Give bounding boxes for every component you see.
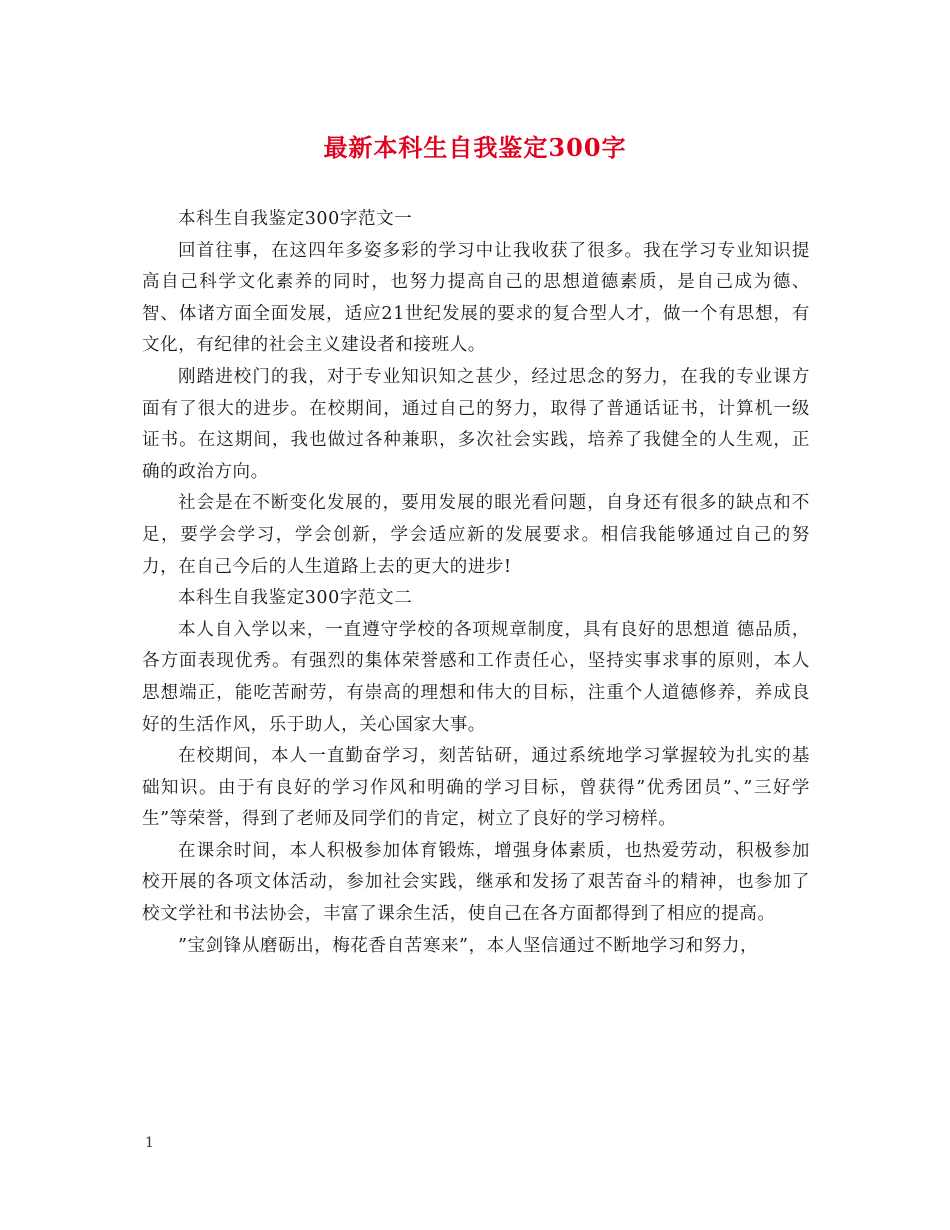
- section-heading-1: 本科生自我鉴定300字范文一: [178, 209, 413, 229]
- paragraph: 在课余时间，本人积极参加体育锻炼，增强身体素质，也热爱劳动，积极参加校开展的各项文体活动，参加社会实践，继承和发扬了艰苦奋斗的精神，也参加了校文学社和书法协会，丰富了课余生活，使自己在各方面都得到了相应的提高。: [142, 840, 810, 925]
- document-body: [142, 204, 810, 962]
- page-number: 1: [145, 1135, 154, 1151]
- section-heading-2: 本科生自我鉴定300字范文二: [178, 588, 413, 609]
- paragraph: ”宝剑锋从磨砺出，梅花香自苦寒来”，本人坚信通过不断地学习和努力，: [178, 935, 759, 956]
- paragraph: 社会是在不断变化发展的，要用发展的眼光看问题，自身还有很多的缺点和不足，要学会学习，学会创新，学会适应新的发展要求。相信我能够通过自己的努力，在自己今后的人生道路上去的更大的进步!: [142, 493, 810, 577]
- document-title: 最新本科生自我鉴定300字: [323, 133, 627, 162]
- paragraph: 在校期间，本人一直勤奋学习，刻苦钻研，通过系统地学习掌握较为扎实的基础知识。由于有良好的学习作风和明确的学习目标，曾获得”优秀团员”、”三好学生”等荣誉，得到了老师及同学们的肯定，树立了良好的学习榜样。: [142, 746, 810, 830]
- paragraph: 本人自入学以来，一直遵守学校的各项规章制度，具有良好的思想道 德品质，各方面表现优秀。有强烈的集体荣誉感和工作责任心，坚持实事求事的原则，本人思想端正，能吃苦耐劳，有崇高的理想和伟大的目标，注重个人道德修养，养成良好的生活作风，乐于助人，关心国家大事。: [142, 619, 810, 735]
- paragraph: 回首往事，在这四年多姿多彩的学习中让我收获了很多。我在学习专业知识提高自己科学文化素养的同时，也努力提高自己的思想道德素质，是自己成为德、智、体诸方面全面发展，适应21世纪发展的要求的复合型人才，做一个有思想，有文化，有纪律的社会主义建设者和接班人。: [142, 240, 810, 356]
- paragraph: 刚踏进校门的我，对于专业知识知之甚少，经过思念的努力，在我的专业课方面有了很大的进步。在校期间，通过自己的努力，取得了普通话证书，计算机一级证书。在这期间，我也做过各种兼职，多次社会实践，培养了我健全的人生观，正确的政治方向。: [142, 366, 810, 482]
